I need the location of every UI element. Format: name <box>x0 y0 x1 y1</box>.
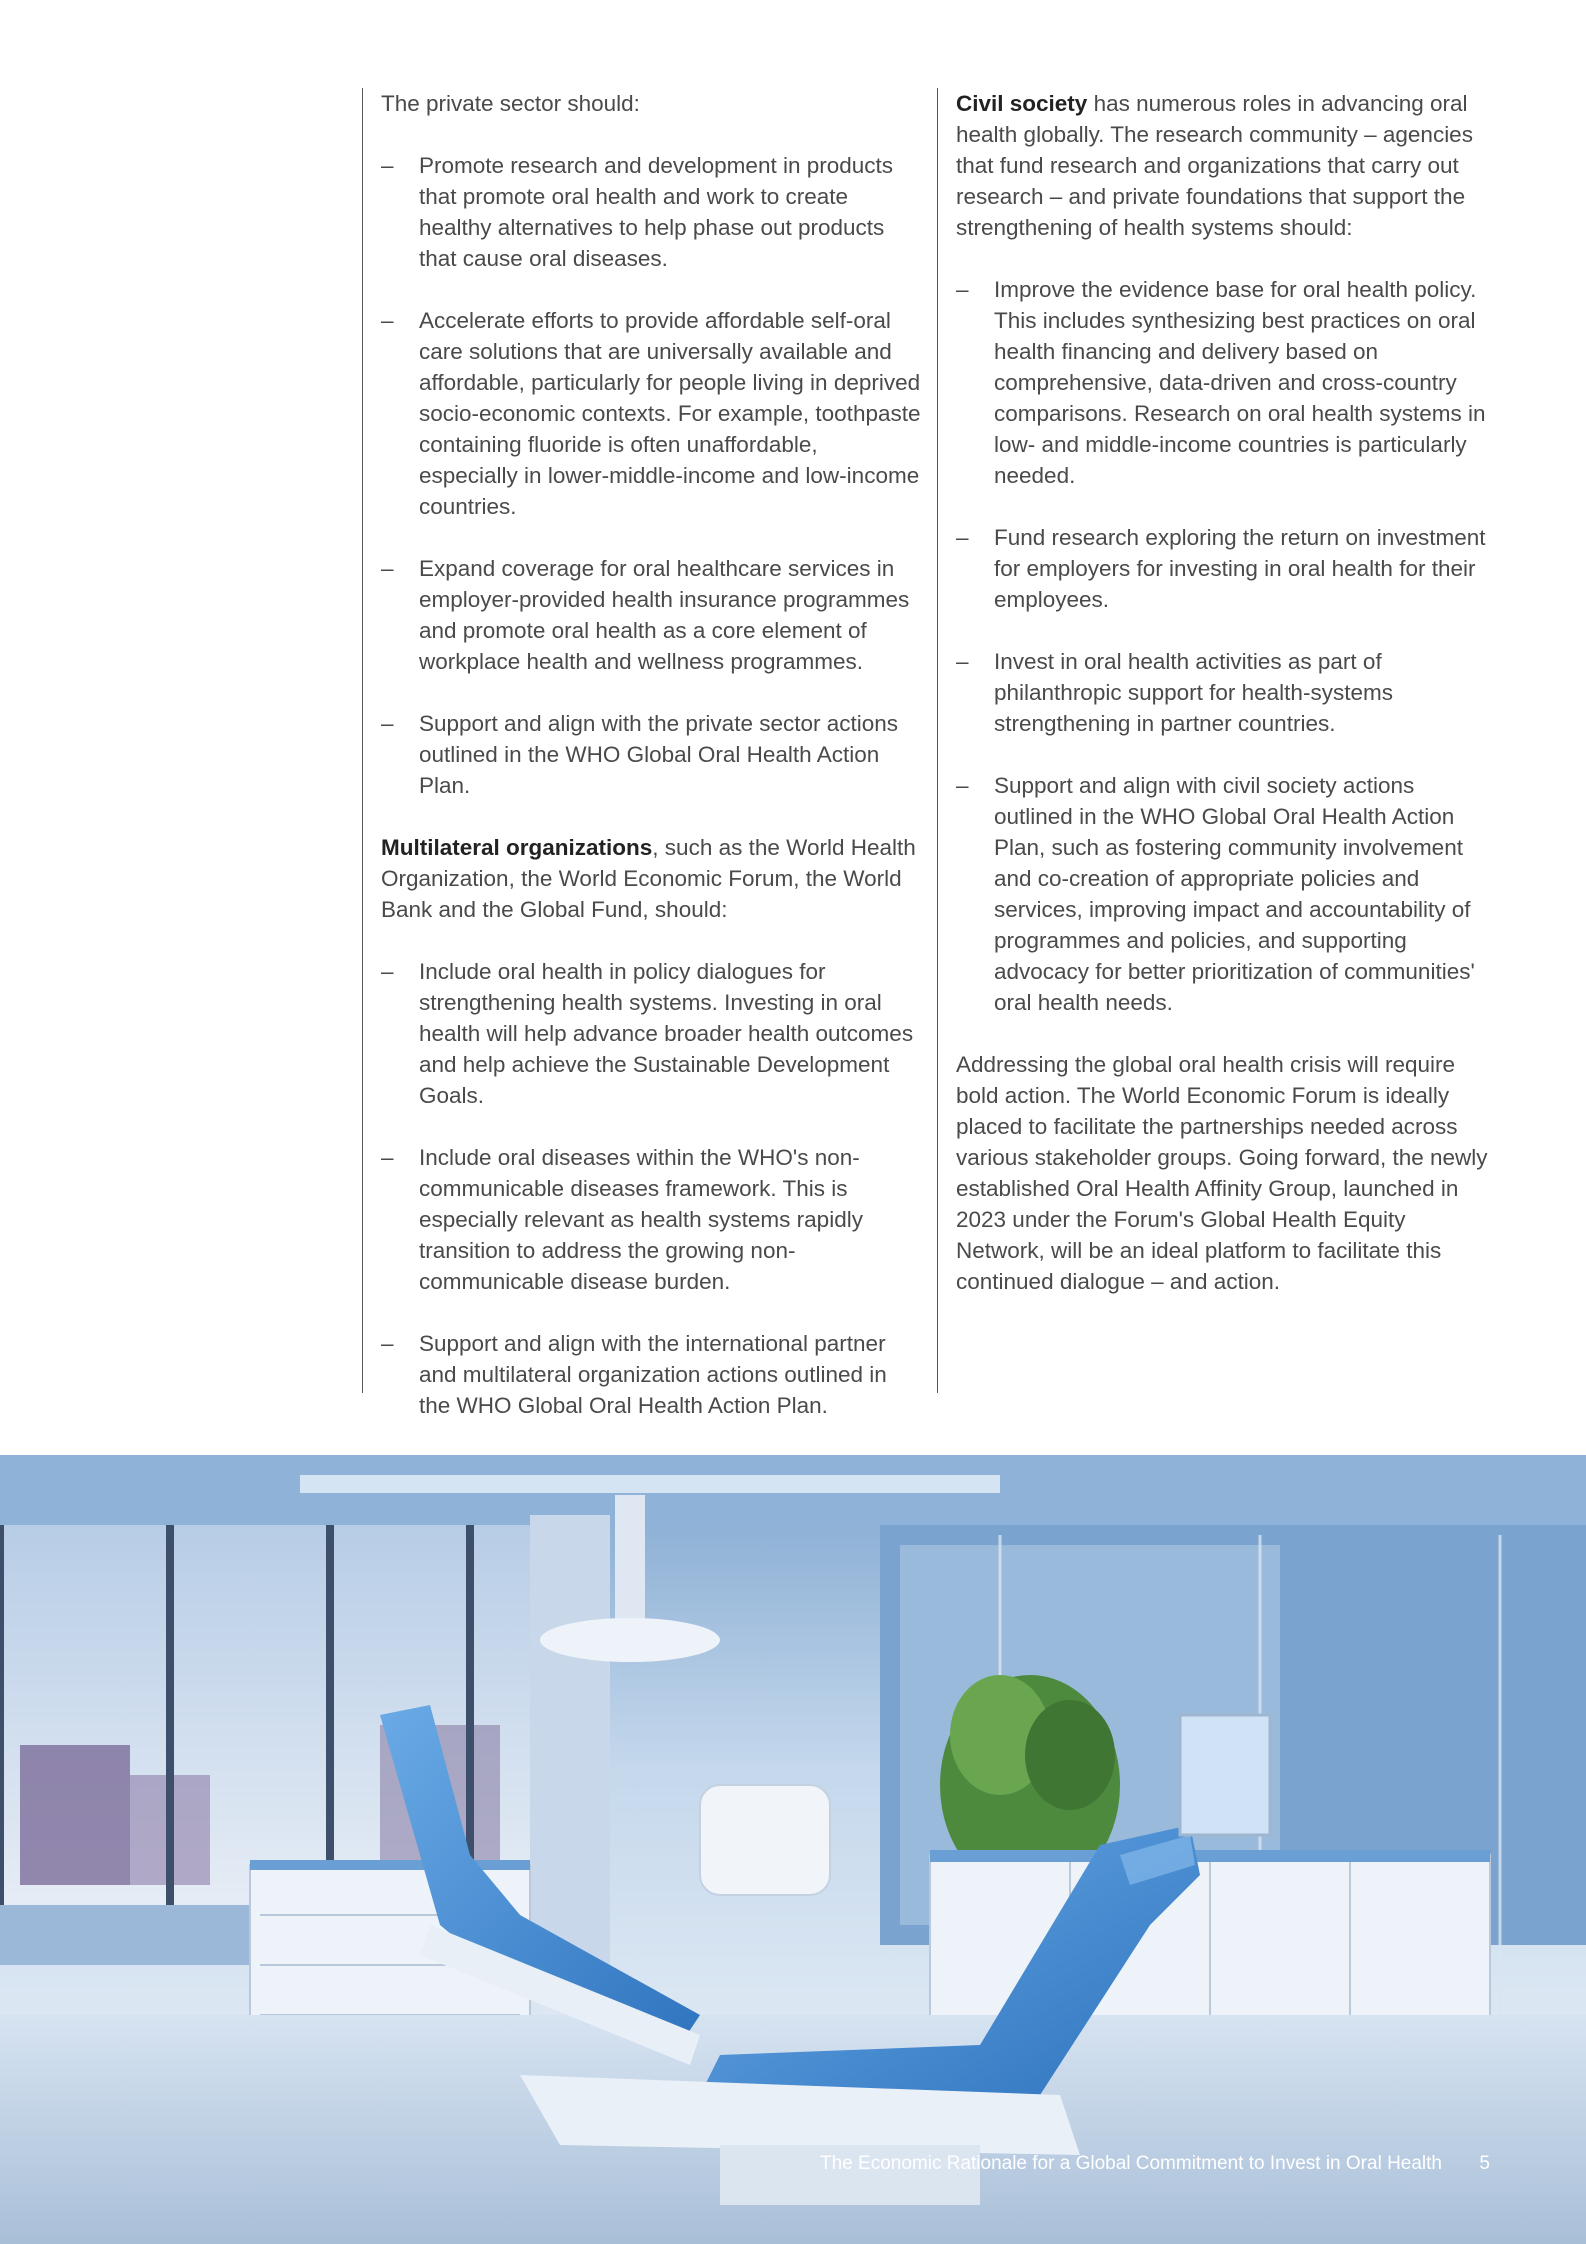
list-item: – Support and align with civil society actions outlined in the WHO Global Oral Health Action Plan, such as fostering community involvement and co-creation of appropriate policies and services, improving impact and accountability of programmes and policies, and supporting advocacy for better prioritization of communities' oral health needs. <box>956 770 1497 1018</box>
bullet-dash: – <box>956 277 969 302</box>
bullet-dash: – <box>956 525 969 550</box>
right-column <box>937 88 1497 1393</box>
bullet-dash: – <box>381 711 394 736</box>
page-number: 5 <box>1479 2153 1490 2174</box>
list-item: – Include oral diseases within the WHO's non-communicable diseases framework. This is especially relevant as health systems rapidly transition to address the growing non-communicable disease burden. <box>381 1142 922 1297</box>
list-item: – Support and align with the private sector actions outlined in the WHO Global Oral Health Action Plan. <box>381 708 922 801</box>
list-item: – Invest in oral health activities as part of philanthropic support for health-systems strengthening in partner countries. <box>956 646 1497 739</box>
list-item: – Support and align with the international partner and multilateral organization actions outlined in the WHO Global Oral Health Action Plan. <box>381 1328 922 1421</box>
closing-paragraph: Addressing the global oral health crisis will require bold action. The World Economic Forum is ideally placed to facilitate the partnerships needed across various stakeholder groups. Going forward, the newly established Oral Health Affinity Group, launched in 2023 under the Forum's Global Health Equity Network, will be an ideal platform to facilitate this continued dialogue – and action. <box>956 1052 1488 1294</box>
bullet-dash: – <box>381 556 394 581</box>
list-item: – Fund research exploring the return on investment for employers for investing in oral health for their employees. <box>956 522 1497 615</box>
list-item: – Improve the evidence base for oral health policy. This includes synthesizing best practices on oral health financing and delivery based on comprehensive, data-driven and cross-country comparisons. Research on oral health systems in low- and middle-income countries is particularly needed. <box>956 274 1497 491</box>
private-sector-intro: The private sector should: <box>381 91 640 116</box>
private-sector-list <box>381 150 922 801</box>
footer-title: The Economic Rationale for a Global Commitment to Invest in Oral Health <box>820 2153 1442 2174</box>
bullet-dash: – <box>956 773 969 798</box>
bullet-dash: – <box>381 153 394 178</box>
bullet-dash: – <box>381 959 394 984</box>
multilateral-heading: Multilateral organizations <box>381 835 653 860</box>
page-footer <box>0 2153 1586 2183</box>
bullet-dash: – <box>956 649 969 674</box>
dental-clinic-illustration <box>0 1455 1586 2244</box>
bullet-dash: – <box>381 308 394 333</box>
left-column <box>362 88 922 1418</box>
list-item: – Promote research and development in products that promote oral health and work to create healthy alternatives to help phase out products that cause oral diseases. <box>381 150 922 274</box>
list-item: – Accelerate efforts to provide affordable self-oral care solutions that are universally available and affordable, particularly for people living in deprived socio-economic contexts. For example, toothpaste containing fluoride is often unaffordable, especially in lower-middle-income and low-income countries. <box>381 305 922 522</box>
bullet-dash: – <box>381 1331 394 1356</box>
civil-society-heading: Civil society <box>956 91 1088 116</box>
multilateral-list <box>381 956 922 1421</box>
list-item: – Expand coverage for oral healthcare services in employer-provided health insurance programmes and promote oral health as a core element of workplace health and wellness programmes. <box>381 553 922 677</box>
civil-society-intro: Civil society has numerous roles in advancing oral health globally. The research community – agencies that fund research and organizations that carry out research – and private foundations that support the strengthening of health systems should: <box>956 91 1473 240</box>
bullet-dash: – <box>381 1145 394 1170</box>
dental-clinic-photo <box>0 1455 1586 2244</box>
list-item: – Include oral health in policy dialogues for strengthening health systems. Investing in oral health will help advance broader health outcomes and help achieve the Sustainable Development Goals. <box>381 956 922 1111</box>
multilateral-intro: Multilateral organizations, such as the World Health Organization, the World Economic Forum, the World Bank and the Global Fund, should: <box>381 835 916 922</box>
civil-society-list <box>956 274 1497 1018</box>
